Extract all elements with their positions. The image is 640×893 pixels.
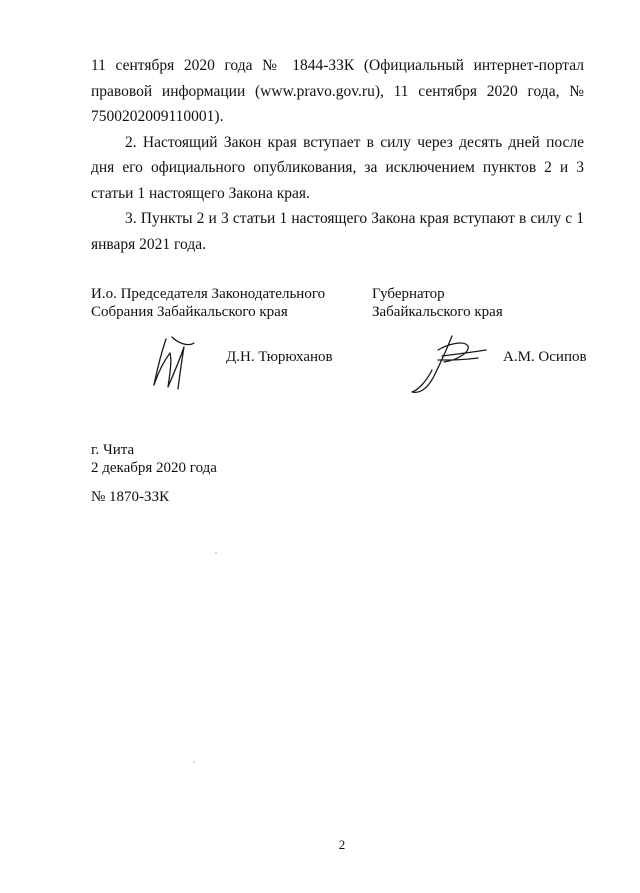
signatory-right-title — [372, 285, 602, 321]
signatory-left-title-line2: Собрания Забайкальского края — [91, 304, 288, 320]
signer-name-right: А.М. Осипов — [503, 349, 587, 365]
law-number: № 1870-ЗЗК — [91, 489, 170, 505]
place-and-date — [91, 441, 217, 477]
date: 2 декабря 2020 года — [91, 460, 217, 476]
paragraph-continuation: 11 сентября 2020 года № 1844-ЗЗК (Официальный интернет-портал правовой информации (www.pravo.gov.ru), 11 сентября 2020 года, № 7500202009110001). — [91, 57, 584, 125]
signatory-right-title-line1: Губернатор — [372, 286, 445, 302]
scan-speck — [215, 552, 217, 554]
signatory-left-title — [91, 285, 361, 321]
handwritten-signature-right — [408, 330, 488, 400]
signatory-right-title-line2: Забайкальского края — [372, 304, 503, 320]
paragraph-item-3: 3. Пункты 2 и 3 статьи 1 настоящего Закона края вступают в силу с 1 января 2021 года. — [91, 210, 584, 253]
body-text — [91, 53, 584, 257]
handwritten-signature-left — [148, 333, 198, 393]
place: г. Чита — [91, 442, 135, 458]
page-number: 2 — [338, 837, 346, 852]
scan-speck — [193, 761, 195, 763]
paragraph-item-2: 2. Настоящий Закон края вступает в силу через десять дней после дня его официального опубликования, за исключением пунктов 2 и 3 статьи 1 настоящего Закона края. — [91, 133, 584, 202]
signer-name-left: Д.Н. Тюрюханов — [226, 349, 333, 365]
signatory-left-title-line1: И.о. Председателя Законодательного — [91, 286, 326, 302]
